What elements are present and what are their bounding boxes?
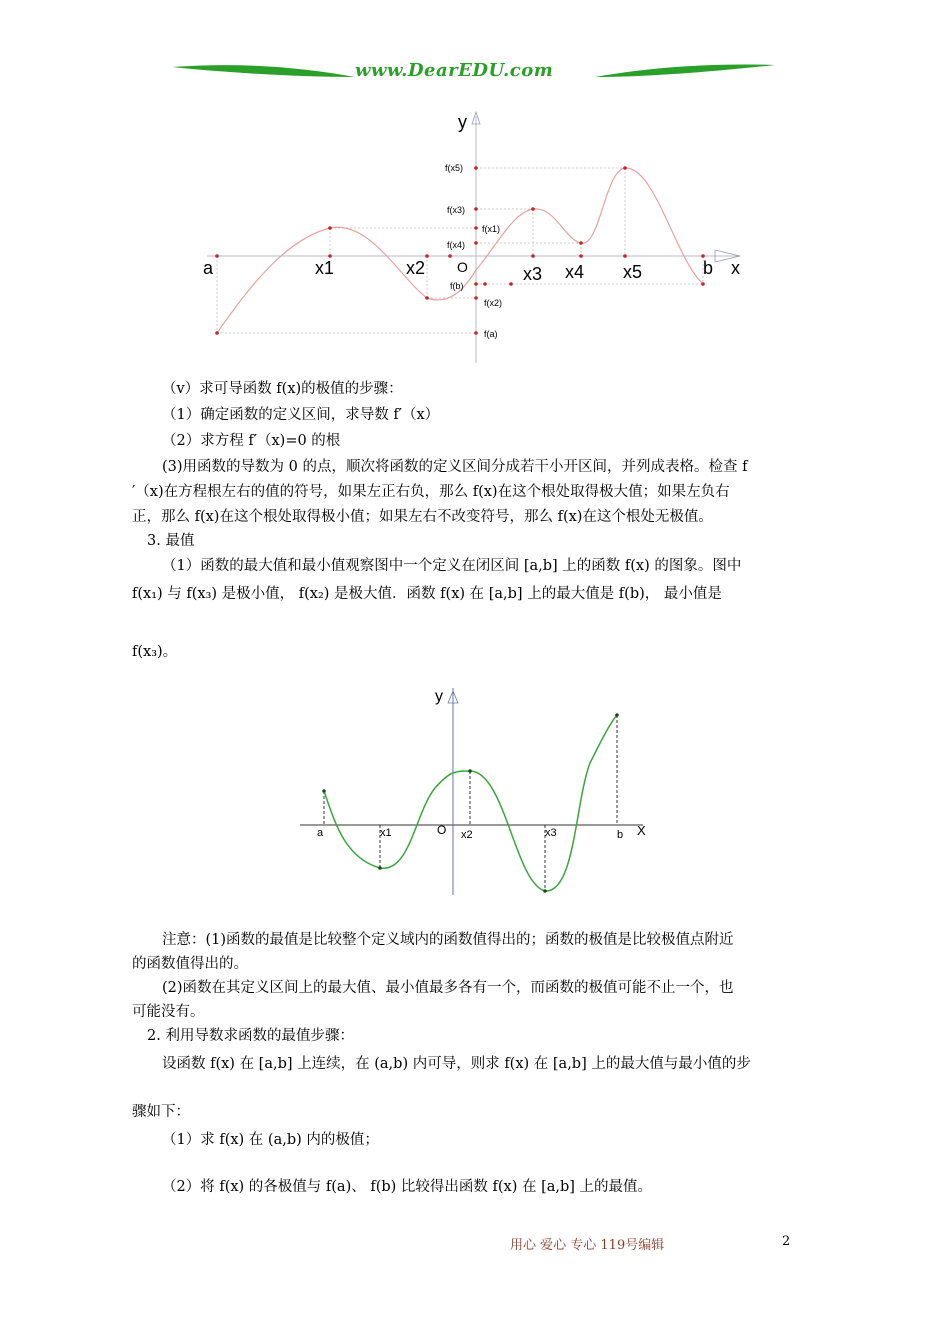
section2-intro-line2: 骤如下： xyxy=(132,1104,190,1120)
y-tick-fx4: f(x4) xyxy=(447,240,465,250)
y-tick-fx5: f(x5) xyxy=(445,163,463,173)
note-1-line1: 注意：(1)函数的最值是比较整个定义域内的函数值得出的；函数的极值是比较极值点附近 xyxy=(162,932,734,948)
note-2-line1: (2)函数在其定义区间上的最大值、最小值最多各有一个，而函数的极值可能不止一个，也 xyxy=(162,980,734,996)
section3-p1-line2: f(x₁) 与 f(x₃) 是极小值， f(x₂) 是极大值．函数 f(x) 在 [a,b] 上的最大值是 f(b)， 最小值是 xyxy=(132,586,722,602)
header-site-name: www.DearEDU.com xyxy=(355,60,554,81)
section3-title: 3. 最值 xyxy=(147,533,195,549)
section2-step1: （1）求 f(x) 在 (a,b) 内的极值； xyxy=(162,1132,379,1148)
x-axis-label: X xyxy=(637,823,646,838)
section3-p1-line1: （1）函数的最大值和最小值观察图中一个定义在闭区间 [a,b] 上的函数 f(x) 的图象。图中 xyxy=(162,558,742,574)
section2-title: 2. 利用导数求函数的最值步骤： xyxy=(147,1028,354,1044)
x-tick-b: b xyxy=(617,829,624,841)
step-3-line1: (3)用函数的导数为 0 的点，顺次将函数的定义区间分成若干小开区间，并列成表格。检查 f xyxy=(162,459,748,475)
page-number: 2 xyxy=(782,1234,791,1249)
x-axis-label: x xyxy=(731,258,740,278)
origin-label: O xyxy=(437,823,447,837)
header-swoosh-right xyxy=(595,65,775,78)
curve-points xyxy=(322,713,619,893)
note-1-line2: 的函数值得出的。 xyxy=(132,956,248,972)
x-tick-a: a xyxy=(203,258,214,278)
step-3-line2: ′（x)在方程根左右的值的符号，如果左正右负，那么 f(x)在这个根处取得极大值；如果左负右 xyxy=(132,484,730,500)
step-3-line3: 正，那么 f(x)在这个根处取得极小值；如果左右不改变符号，那么 f(x)在这个根处无极值。 xyxy=(132,509,713,525)
origin-label: O xyxy=(457,259,468,275)
x-tick-a: a xyxy=(317,827,324,839)
x-tick-x5: x5 xyxy=(623,262,643,282)
header-swoosh-left xyxy=(172,65,355,77)
guide-lines xyxy=(324,715,617,891)
x-tick-x3: x3 xyxy=(523,264,543,284)
section2-step2: （2）将 f(x) 的各极值与 f(a)、 f(b) 比较得出函数 f(x) 在 [a,b] 上的最值。 xyxy=(162,1179,653,1195)
y-tick-fx1: f(x1) xyxy=(482,224,500,234)
guide-lines xyxy=(217,168,703,333)
y-tick-fa: f(a) xyxy=(484,329,498,339)
steps-title: （v）求可导函数 f(x)的极值的步骤： xyxy=(162,381,403,397)
y-tick-fx3: f(x3) xyxy=(447,205,465,215)
figure-maxmin-graph xyxy=(295,683,655,898)
section3-p1-line3: f(x₃)。 xyxy=(132,644,178,660)
x-tick-x3: x3 xyxy=(545,827,557,839)
y-axis-label: y xyxy=(435,688,443,705)
y-tick-fb: f(b) xyxy=(450,281,464,291)
x-tick-x2: x2 xyxy=(461,829,473,841)
step-1: （1）确定函数的定义区间，求导数 f′（x） xyxy=(162,407,440,423)
curve-points xyxy=(215,166,705,335)
x-tick-x1: x1 xyxy=(380,827,392,839)
x-tick-x1: x1 xyxy=(315,258,335,278)
x-tick-b: b xyxy=(703,258,714,278)
figure-extrema-graph xyxy=(195,108,755,370)
y-tick-fx2: f(x2) xyxy=(484,298,502,308)
note-2-line2: 可能没有。 xyxy=(132,1004,205,1020)
x-tick-x2: x2 xyxy=(406,258,426,278)
footer-text: 用心 爱心 专心 119号编辑 xyxy=(510,1238,665,1253)
x-tick-x4: x4 xyxy=(565,262,585,282)
section2-intro-line1: 设函数 f(x) 在 [a,b] 上连续，在 (a,b) 内可导，则求 f(x) 在 [a,b] 上的最大值与最小值的步 xyxy=(162,1056,751,1072)
y-axis-label: y xyxy=(458,112,467,132)
step-2: （2）求方程 f′（x)=0 的根 xyxy=(162,433,341,449)
function-curve xyxy=(217,168,703,333)
